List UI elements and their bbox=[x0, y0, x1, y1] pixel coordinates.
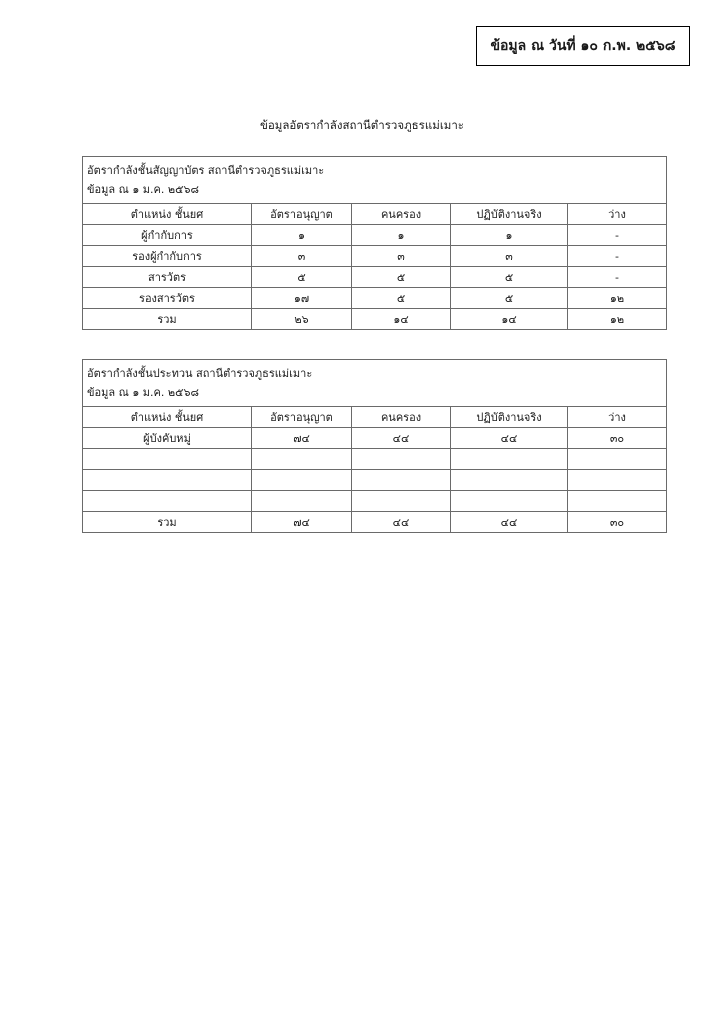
row-position: รองสารวัตร bbox=[83, 288, 252, 309]
row-position: ผู้บังคับหมู่ bbox=[83, 428, 252, 449]
row-authorized: ๓ bbox=[252, 246, 352, 267]
table-empty-row bbox=[83, 470, 667, 491]
row-vacant: - bbox=[568, 246, 667, 267]
total-label: รวม bbox=[83, 309, 252, 330]
row-occupied: ๕ bbox=[352, 267, 451, 288]
row-position: รองผู้กำกับการ bbox=[83, 246, 252, 267]
total-occupied: ๑๔ bbox=[352, 309, 451, 330]
total-vacant: ๑๒ bbox=[568, 309, 667, 330]
total-occupied: ๔๔ bbox=[352, 512, 451, 533]
header-position-rank: ตำแหน่ง ชั้นยศ bbox=[83, 204, 252, 225]
document-title: ข้อมูลอัตรากำลังสถานีตำรวจภูธรแม่เมาะ bbox=[259, 118, 464, 132]
total-authorized: ๗๔ bbox=[252, 512, 352, 533]
total-vacant: ๓๐ bbox=[568, 512, 667, 533]
row-occupied: ๔๔ bbox=[352, 428, 451, 449]
row-position: ผู้กำกับการ bbox=[83, 225, 252, 246]
header-vacant: ว่าง bbox=[568, 204, 667, 225]
table-caption-title: อัตรากำลังชั้นสัญญาบัตร สถานีตำรวจภูธรแม่เมาะ bbox=[87, 164, 325, 177]
empty-cell bbox=[451, 449, 568, 470]
header-vacant: ว่าง bbox=[568, 407, 667, 428]
empty-cell bbox=[83, 470, 252, 491]
row-occupied: ๕ bbox=[352, 288, 451, 309]
row-vacant: - bbox=[568, 225, 667, 246]
header-authorized: อัตราอนุญาต bbox=[252, 204, 352, 225]
table-total-row bbox=[83, 309, 667, 330]
table-empty-row bbox=[83, 491, 667, 512]
table-row bbox=[83, 267, 667, 288]
non-commissioned-officer-table bbox=[82, 359, 667, 533]
row-on-duty: ๕ bbox=[451, 288, 568, 309]
total-label: รวม bbox=[83, 512, 252, 533]
row-authorized: ๑ bbox=[252, 225, 352, 246]
header-on-duty: ปฏิบัติงานจริง bbox=[451, 204, 568, 225]
row-vacant: ๑๒ bbox=[568, 288, 667, 309]
row-occupied: ๑ bbox=[352, 225, 451, 246]
table-row bbox=[83, 246, 667, 267]
table-total-row bbox=[83, 512, 667, 533]
table-caption-row bbox=[83, 360, 667, 407]
row-vacant: - bbox=[568, 267, 667, 288]
empty-cell bbox=[252, 470, 352, 491]
total-authorized: ๒๖ bbox=[252, 309, 352, 330]
header-authorized: อัตราอนุญาต bbox=[252, 407, 352, 428]
header-on-duty: ปฏิบัติงานจริง bbox=[451, 407, 568, 428]
row-authorized: ๕ bbox=[252, 267, 352, 288]
commissioned-officer-table bbox=[82, 156, 667, 330]
empty-cell bbox=[352, 470, 451, 491]
empty-cell bbox=[252, 449, 352, 470]
empty-cell bbox=[83, 449, 252, 470]
header-position-rank: ตำแหน่ง ชั้นยศ bbox=[83, 407, 252, 428]
table-caption-title: อัตรากำลังชั้นประทวน สถานีตำรวจภูธรแม่เมาะ bbox=[87, 367, 313, 380]
total-on-duty: ๑๔ bbox=[451, 309, 568, 330]
total-on-duty: ๔๔ bbox=[451, 512, 568, 533]
table-row bbox=[83, 225, 667, 246]
row-occupied: ๓ bbox=[352, 246, 451, 267]
empty-cell bbox=[352, 449, 451, 470]
table-row bbox=[83, 428, 667, 449]
table-caption-date: ข้อมูล ณ ๑ ม.ค. ๒๕๖๘ bbox=[87, 386, 199, 399]
empty-cell bbox=[451, 491, 568, 512]
row-on-duty: ๕ bbox=[451, 267, 568, 288]
table-caption-row bbox=[83, 157, 667, 204]
row-on-duty: ๔๔ bbox=[451, 428, 568, 449]
empty-cell bbox=[352, 491, 451, 512]
table-empty-row bbox=[83, 449, 667, 470]
empty-cell bbox=[83, 491, 252, 512]
table-row bbox=[83, 288, 667, 309]
empty-cell bbox=[568, 449, 667, 470]
header-occupied: คนครอง bbox=[352, 204, 451, 225]
row-authorized: ๑๗ bbox=[252, 288, 352, 309]
as-of-date-text: ข้อมูล ณ วันที่ ๑๐ ก.พ. ๒๕๖๘ bbox=[490, 38, 676, 54]
empty-cell bbox=[252, 491, 352, 512]
as-of-date-box bbox=[476, 26, 690, 66]
row-on-duty: ๑ bbox=[451, 225, 568, 246]
empty-cell bbox=[451, 470, 568, 491]
row-authorized: ๗๔ bbox=[252, 428, 352, 449]
empty-cell bbox=[568, 491, 667, 512]
row-vacant: ๓๐ bbox=[568, 428, 667, 449]
table-header-row bbox=[83, 204, 667, 225]
empty-cell bbox=[568, 470, 667, 491]
header-occupied: คนครอง bbox=[352, 407, 451, 428]
table-caption bbox=[83, 360, 667, 407]
table-caption-date: ข้อมูล ณ ๑ ม.ค. ๒๕๖๘ bbox=[87, 183, 199, 196]
table-caption bbox=[83, 157, 667, 204]
row-position: สารวัตร bbox=[83, 267, 252, 288]
table-header-row bbox=[83, 407, 667, 428]
row-on-duty: ๓ bbox=[451, 246, 568, 267]
